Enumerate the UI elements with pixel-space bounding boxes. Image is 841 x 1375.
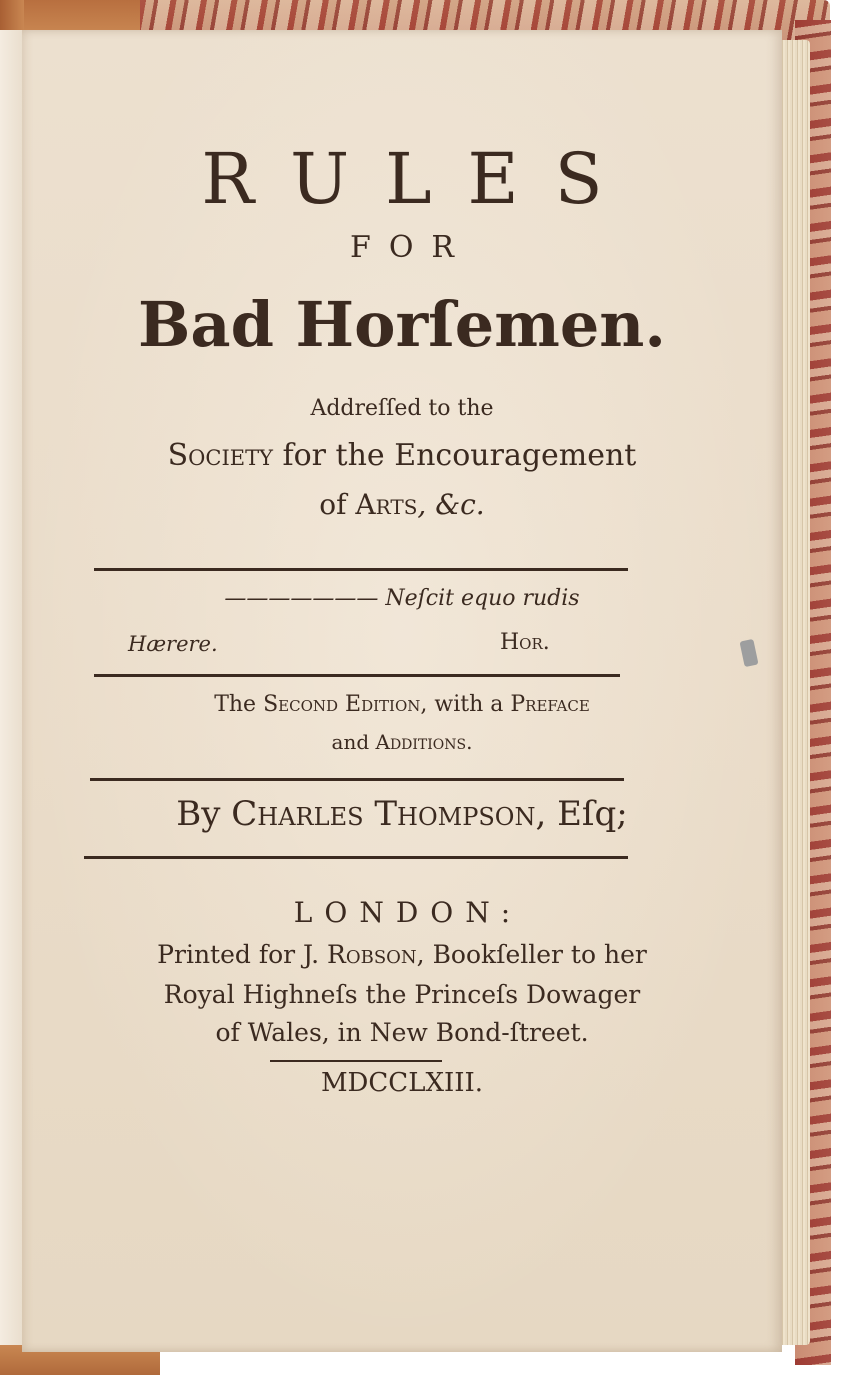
address-line-3 bbox=[22, 488, 782, 521]
additions-word: Additions bbox=[375, 730, 467, 754]
author-suffix: , Eſq; bbox=[535, 794, 628, 834]
second-edition-words: Second Edition bbox=[263, 692, 421, 717]
address-line-3-pre: of bbox=[319, 488, 356, 521]
edition-line-1-mid: , with a bbox=[420, 692, 511, 717]
epigraph-word-left: Hærere. bbox=[128, 632, 218, 656]
imprint-line-3: of Wales, in New Bond-ſtreet. bbox=[215, 1018, 589, 1047]
divider-rule-2 bbox=[94, 674, 620, 677]
epigraph-line-1: ——————— Neſcit equo rudis bbox=[224, 586, 580, 611]
author-line bbox=[22, 794, 782, 834]
divider-rule-3 bbox=[90, 778, 624, 781]
divider-rule-short bbox=[270, 1060, 442, 1062]
imprint-line-1-pre: Printed for J. bbox=[157, 940, 328, 969]
imprint-line-1 bbox=[22, 940, 782, 969]
preface-word: Preface bbox=[510, 692, 590, 717]
society-word: Society bbox=[167, 438, 273, 473]
address-line-1: Addreſſed to the bbox=[310, 396, 494, 421]
edition-line-2 bbox=[22, 730, 782, 754]
address-line-2-rest: for the Encouragement bbox=[272, 438, 637, 473]
address-line-2 bbox=[22, 438, 782, 473]
edition-line-2-pre: and bbox=[331, 730, 376, 754]
author-by: By bbox=[176, 794, 232, 834]
divider-rule-4 bbox=[84, 856, 628, 859]
edition-line-2-post: . bbox=[466, 730, 473, 754]
title-page bbox=[22, 30, 782, 1352]
address-line-3-post: , &c. bbox=[417, 488, 485, 521]
edition-line-1-pre: The bbox=[214, 692, 264, 717]
title-rules: RULES bbox=[201, 138, 639, 220]
page-stain bbox=[739, 639, 758, 667]
imprint-year: MDCCLXIII. bbox=[320, 1068, 484, 1098]
imprint-line-2: Royal Highneſs the Princeſs Dowager bbox=[163, 980, 641, 1009]
robson-word: Robson bbox=[327, 940, 417, 969]
title-bad-horsemen: Bad Horſemen. bbox=[138, 288, 666, 361]
imprint-line-1-post: , Bookſeller to her bbox=[416, 940, 647, 969]
author-name: Charles Thompson bbox=[231, 794, 536, 834]
leather-binding-top bbox=[0, 0, 160, 34]
title-for: FOR bbox=[350, 230, 472, 265]
epigraph-word-right: Hor. bbox=[500, 630, 550, 655]
edition-line-1 bbox=[22, 692, 782, 717]
imprint-city: LONDON: bbox=[293, 896, 523, 929]
arts-word: Arts bbox=[355, 488, 418, 521]
divider-rule-1 bbox=[94, 568, 628, 571]
